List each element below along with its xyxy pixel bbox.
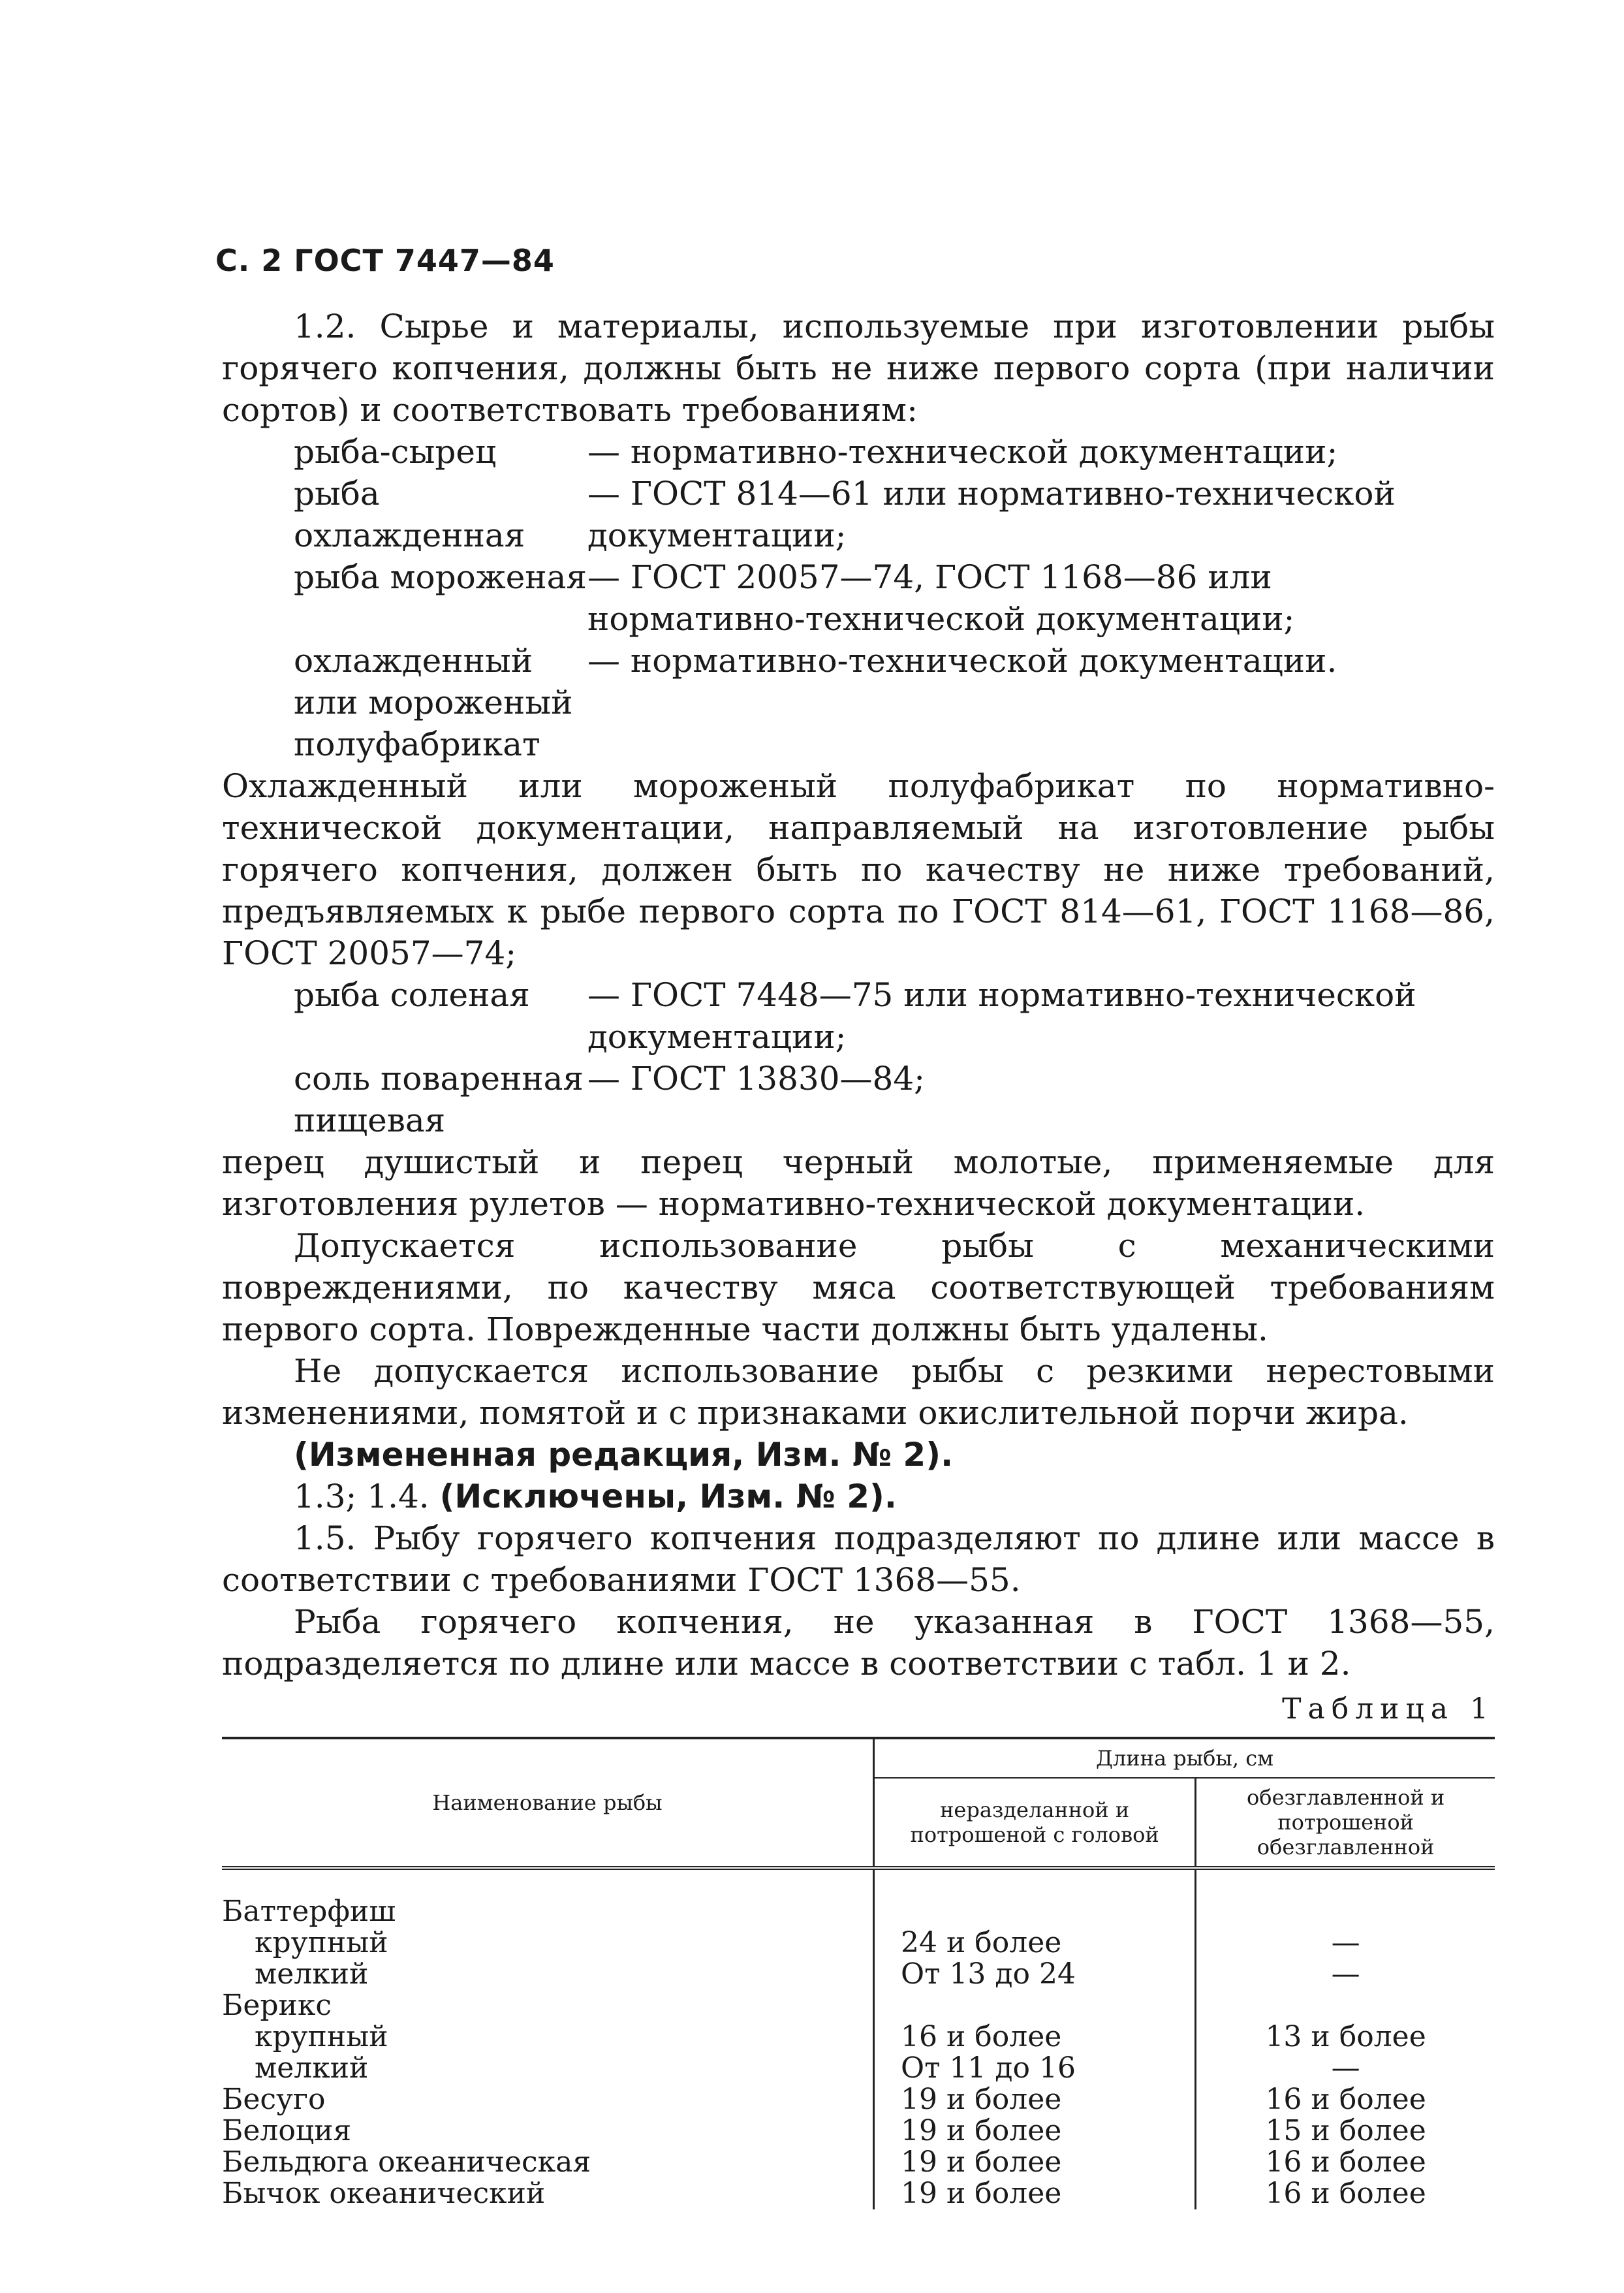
fish-name: Берикс (222, 1989, 332, 2022)
requirement-value: — нормативно-технической документации; (587, 433, 1338, 471)
column-header-name: Наименование рыбы (222, 1738, 874, 1868)
semi-product-paragraph: Охлажденный или мороженый полуфабрикат по нормативно-технической документации, направляемый на изготовление рыбы горячего копчения, должен быть по качеству не ниже требований, предъявляемых к рыбе первого сорта по ГОСТ 814—61, ГОСТ 1168—86, ГОСТ 20057—74; (222, 767, 1495, 972)
fish-name: Бельдюга океаническая (222, 2145, 591, 2179)
length-whole: 19 и более (874, 2084, 1196, 2115)
length-headless: — (1196, 1927, 1495, 1959)
length-whole: 19 и более (874, 2115, 1196, 2147)
length-headless (1196, 1990, 1495, 2021)
table-row (222, 2053, 1495, 2084)
clause-1-2: 1.2. Сырье и материалы, используемые при изготовлении рыбы горячего копчения, должны быть не ниже первого сорта (при наличии сортов) и соответствовать требованиям: (222, 308, 1495, 429)
column-header-headless: обезглавленной и потрошеной обезглавленной (1196, 1778, 1495, 1868)
clause-excluded-note: (Исключены, Изм. № 2). (439, 1478, 897, 1515)
requirement-item (222, 431, 1495, 473)
length-headless: 16 и более (1196, 2147, 1495, 2178)
pepper-paragraph: перец душистый и перец черный молотые, применяемые для изготовления рулетов — нормативно-технической документации. (222, 1143, 1495, 1223)
fish-name: мелкий (255, 1957, 369, 1991)
fish-name: крупный (255, 1926, 388, 1959)
length-headless (1196, 1868, 1495, 1927)
table-row (222, 2115, 1495, 2147)
requirement-value: — нормативно-технической документации. (587, 642, 1337, 680)
amendment-note: (Измененная редакция, Изм. № 2). (294, 1436, 954, 1474)
table-row (222, 1990, 1495, 2021)
requirement-label: рыба охлажденная (294, 475, 525, 554)
length-headless: — (1196, 2053, 1495, 2084)
length-whole: 24 и более (874, 1927, 1196, 1959)
requirement-label: рыба-сырец (294, 433, 497, 471)
requirement-item (222, 974, 1495, 1058)
length-headless: 15 и более (1196, 2115, 1495, 2147)
length-whole (874, 1868, 1196, 1927)
requirement-label: соль поваренная пищевая (294, 1060, 584, 1139)
requirement-item (222, 473, 1495, 556)
requirement-value: — ГОСТ 13830—84; (587, 1060, 926, 1098)
requirement-label: рыба соленая (294, 976, 530, 1014)
table-caption: Таблица 1 (1282, 1692, 1495, 1726)
length-headless: 16 и более (1196, 2084, 1495, 2115)
length-headless: 13 и более (1196, 2021, 1495, 2053)
length-whole (874, 1990, 1196, 2021)
requirements-list-1 (222, 431, 1495, 765)
fish-name: мелкий (255, 2051, 369, 2085)
requirements-list-2 (222, 974, 1495, 1141)
table-row (222, 2021, 1495, 2053)
not-allowed-paragraph: Не допускается использование рыбы с резкими нерестовыми изменениями, помятой и с признаками окислительной порчи жира. (222, 1352, 1495, 1432)
clause-number: 1.3; 1.4. (294, 1478, 429, 1515)
length-whole: От 13 до 24 (874, 1959, 1196, 1990)
clause-1-3-1-4 (222, 1476, 1495, 1517)
page-header: С. 2 ГОСТ 7447—84 (215, 243, 555, 278)
fish-name: крупный (255, 2020, 388, 2053)
length-whole: 19 и более (874, 2178, 1196, 2209)
table-row (222, 1868, 1495, 1927)
column-header-length: Длина рыбы, см (874, 1738, 1495, 1778)
fish-subdivision-paragraph: Рыба горячего копчения, не указанная в ГОСТ 1368—55, подразделяется по длине или массе в соответствии с табл. 1 и 2. (222, 1603, 1495, 1683)
length-headless: — (1196, 1959, 1495, 1990)
fish-name: Бычок океанический (222, 2177, 546, 2210)
clause-1-5: 1.5. Рыбу горячего копчения подразделяют по длине или массе в соответствии с требованиями ГОСТ 1368—55. (222, 1519, 1495, 1599)
length-whole: 16 и более (874, 2021, 1196, 2053)
length-headless: 16 и более (1196, 2178, 1495, 2209)
requirement-value: — ГОСТ 7448—75 или нормативно-технической документации; (587, 976, 1416, 1056)
table-row (222, 2084, 1495, 2115)
requirement-item (222, 556, 1495, 640)
column-header-whole: неразделанной и потрошеной с головой (874, 1778, 1196, 1868)
requirement-item (222, 640, 1495, 765)
allowed-paragraph: Допускается использование рыбы с механическими повреждениями, по качеству мяса соответствующей требованиям первого сорта. Поврежденные части должны быть удалены. (222, 1227, 1495, 1348)
table-row (222, 2147, 1495, 2178)
fish-name: Баттерфиш (222, 1895, 396, 1928)
requirement-label: охлажденный или мороженый полуфабрикат (294, 642, 573, 763)
length-whole: 19 и более (874, 2147, 1196, 2178)
requirement-item (222, 1058, 1495, 1141)
table-row (222, 2178, 1495, 2209)
fish-length-table (222, 1737, 1495, 2209)
table-row (222, 1927, 1495, 1959)
requirement-value: — ГОСТ 20057—74, ГОСТ 1168—86 или нормативно-технической документации; (587, 558, 1295, 638)
table-row (222, 1959, 1495, 1990)
requirement-label: рыба мороженая (294, 558, 587, 596)
document-body (222, 306, 1495, 2209)
requirement-value: — ГОСТ 814—61 или нормативно-технической документации; (587, 475, 1396, 554)
fish-name: Бесуго (222, 2083, 326, 2116)
length-whole: От 11 до 16 (874, 2053, 1196, 2084)
fish-name: Белоция (222, 2114, 352, 2147)
